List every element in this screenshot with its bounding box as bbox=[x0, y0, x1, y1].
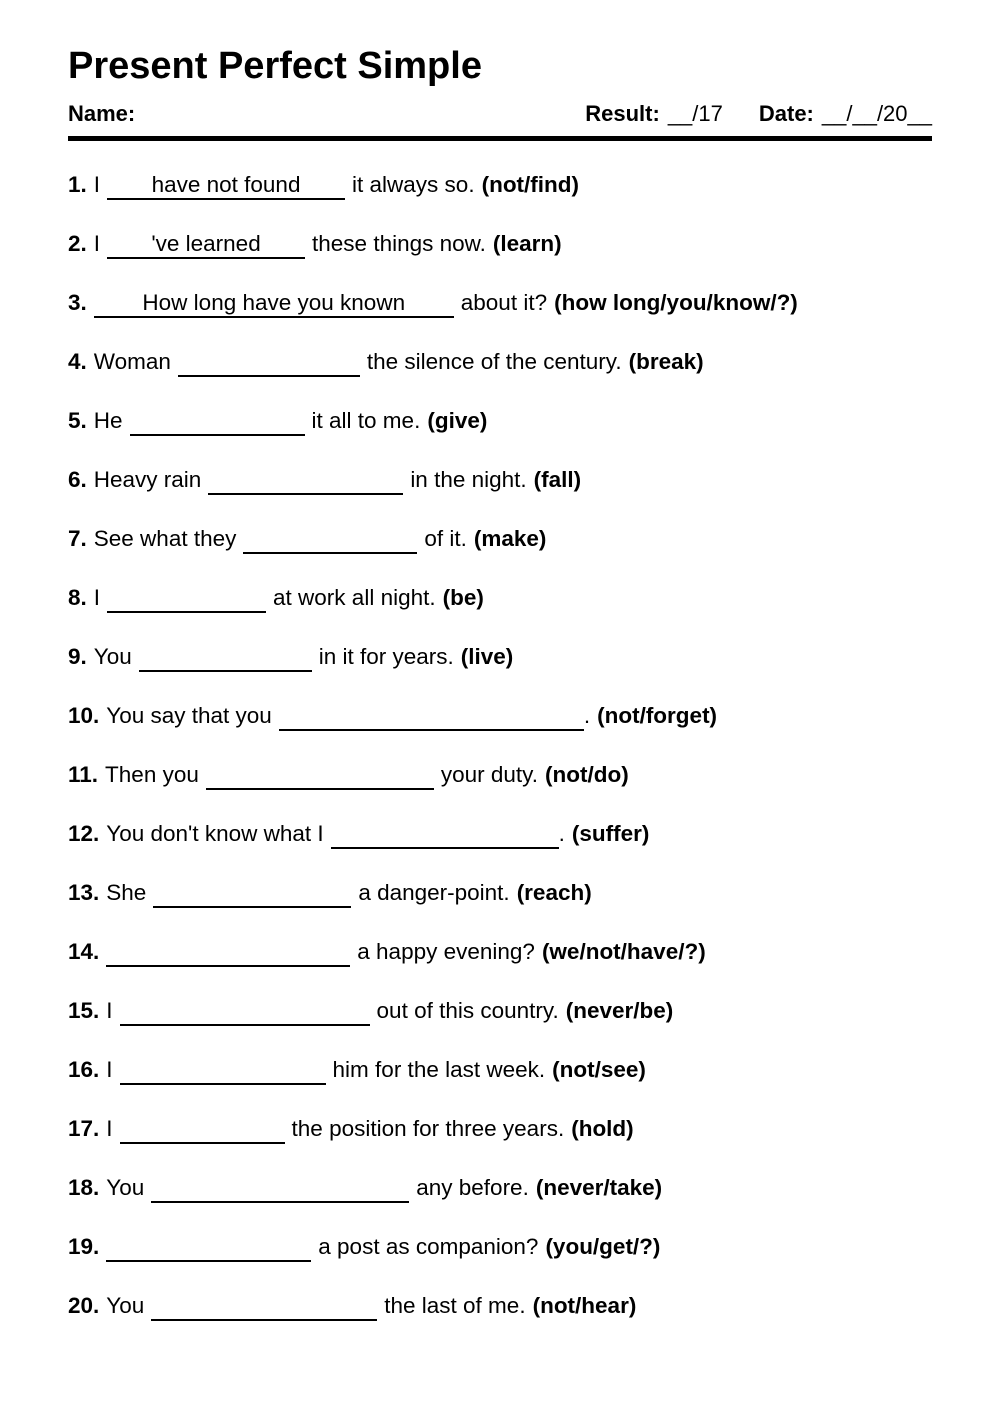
answer-blank[interactable] bbox=[331, 821, 559, 849]
item-pre-text: I bbox=[93, 171, 101, 197]
verb-hint: (fall) bbox=[533, 466, 582, 492]
exercise-item bbox=[68, 1057, 932, 1083]
result-value: __/17 bbox=[667, 100, 723, 126]
name-label: Name: bbox=[68, 100, 136, 126]
answer-blank[interactable] bbox=[178, 349, 360, 377]
item-number: 15. bbox=[68, 997, 100, 1023]
item-pre-text: I bbox=[93, 230, 101, 256]
item-post-text: it always so. bbox=[352, 171, 475, 197]
exercise-item bbox=[68, 939, 932, 965]
exercise-item bbox=[68, 585, 932, 611]
verb-hint: (you/get/?) bbox=[545, 1233, 661, 1259]
exercise-list bbox=[68, 141, 932, 1319]
verb-hint: (we/not/have/?) bbox=[541, 938, 706, 964]
item-post-text: a post as companion? bbox=[318, 1233, 539, 1259]
item-number: 3. bbox=[68, 289, 87, 315]
item-post-text: the last of me. bbox=[384, 1292, 526, 1318]
item-number: 17. bbox=[68, 1115, 100, 1141]
exercise-item bbox=[68, 821, 932, 847]
item-pre-text: You don't know what I bbox=[106, 820, 324, 846]
item-pre-text: I bbox=[106, 997, 113, 1023]
answer-blank[interactable] bbox=[139, 644, 312, 672]
answer-text: 've learned bbox=[151, 230, 261, 256]
verb-hint: (not/forget) bbox=[597, 702, 718, 728]
answer-blank[interactable] bbox=[106, 939, 350, 967]
answer-text bbox=[225, 939, 231, 964]
verb-hint: (not/do) bbox=[545, 761, 629, 787]
item-post-text: the silence of the century. bbox=[366, 348, 622, 374]
verb-hint: (reach) bbox=[516, 879, 592, 905]
item-number: 8. bbox=[68, 584, 87, 610]
item-number: 7. bbox=[68, 525, 87, 551]
answer-blank[interactable] bbox=[151, 1293, 377, 1321]
answer-blank[interactable] bbox=[153, 880, 351, 908]
verb-hint: (suffer) bbox=[571, 820, 650, 846]
item-pre-text: You bbox=[106, 1292, 145, 1318]
verb-hint: (not/see) bbox=[552, 1056, 646, 1082]
item-pre-text: She bbox=[106, 879, 147, 905]
answer-text bbox=[241, 998, 247, 1023]
exercise-item bbox=[68, 467, 932, 493]
answer-text bbox=[222, 644, 228, 669]
verb-hint: (never/take) bbox=[535, 1174, 663, 1200]
verb-hint: (live) bbox=[460, 643, 514, 669]
item-post-text: it all to me. bbox=[311, 407, 421, 433]
verb-hint: (how long/you/know/?) bbox=[554, 289, 798, 315]
answer-blank[interactable] bbox=[120, 1116, 285, 1144]
answer-blank[interactable] bbox=[107, 172, 345, 200]
verb-hint: (break) bbox=[628, 348, 704, 374]
answer-text bbox=[199, 1116, 205, 1141]
item-post-text: about it? bbox=[460, 289, 548, 315]
date-label: Date: bbox=[758, 100, 814, 126]
header-meta-row bbox=[68, 101, 932, 141]
item-post-text: the position for three years. bbox=[291, 1115, 565, 1141]
answer-blank[interactable] bbox=[107, 231, 305, 259]
item-pre-text: I bbox=[106, 1115, 113, 1141]
verb-hint: (learn) bbox=[492, 230, 562, 256]
answer-text bbox=[183, 585, 189, 610]
exercise-item bbox=[68, 998, 932, 1024]
item-number: 6. bbox=[68, 466, 87, 492]
exercise-item bbox=[68, 172, 932, 198]
answer-blank[interactable] bbox=[94, 290, 454, 318]
answer-text: How long have you known bbox=[142, 289, 406, 315]
item-number: 20. bbox=[68, 1292, 100, 1318]
item-pre-text: Woman bbox=[93, 348, 171, 374]
verb-hint: (give) bbox=[427, 407, 488, 433]
answer-blank[interactable] bbox=[130, 408, 305, 436]
item-pre-text: Then you bbox=[105, 761, 199, 787]
item-post-text: him for the last week. bbox=[332, 1056, 546, 1082]
answer-blank[interactable] bbox=[206, 762, 434, 790]
answer-blank[interactable] bbox=[107, 585, 266, 613]
item-pre-text: I bbox=[93, 584, 101, 610]
exercise-item bbox=[68, 644, 932, 670]
item-pre-text: You bbox=[106, 1174, 145, 1200]
item-pre-text: He bbox=[93, 407, 123, 433]
exercise-item bbox=[68, 880, 932, 906]
answer-blank[interactable] bbox=[151, 1175, 409, 1203]
item-post-text: out of this country. bbox=[376, 997, 559, 1023]
item-post-text: a happy evening? bbox=[357, 938, 535, 964]
item-post-text: in it for years. bbox=[318, 643, 454, 669]
verb-hint: (not/hear) bbox=[532, 1292, 637, 1318]
item-number: 1. bbox=[68, 171, 87, 197]
item-post-text: in the night. bbox=[410, 466, 527, 492]
item-post-text: of it. bbox=[424, 525, 467, 551]
result-field bbox=[585, 101, 723, 127]
verb-hint: (never/be) bbox=[565, 997, 674, 1023]
exercise-item bbox=[68, 526, 932, 552]
answer-text bbox=[261, 1293, 267, 1318]
answer-text bbox=[266, 349, 272, 374]
item-number: 19. bbox=[68, 1233, 100, 1259]
item-post-text: these things now. bbox=[312, 230, 486, 256]
exercise-item bbox=[68, 290, 932, 316]
exercise-item bbox=[68, 1293, 932, 1319]
exercise-item bbox=[68, 1175, 932, 1201]
item-number: 18. bbox=[68, 1174, 100, 1200]
date-value: __/__/20__ bbox=[821, 100, 932, 126]
answer-blank[interactable] bbox=[120, 1057, 326, 1085]
result-label: Result: bbox=[585, 100, 660, 126]
exercise-item bbox=[68, 231, 932, 257]
verb-hint: (not/find) bbox=[481, 171, 580, 197]
item-post-text: a danger-point. bbox=[358, 879, 510, 905]
answer-blank[interactable] bbox=[106, 1234, 311, 1262]
item-number: 12. bbox=[68, 820, 100, 846]
verb-hint: (make) bbox=[473, 525, 547, 551]
item-pre-text: Heavy rain bbox=[93, 466, 202, 492]
exercise-item bbox=[68, 762, 932, 788]
item-pre-text: You bbox=[93, 643, 132, 669]
answer-text bbox=[428, 703, 434, 728]
answer-text bbox=[303, 467, 309, 492]
answer-text bbox=[327, 526, 333, 551]
answer-blank[interactable] bbox=[243, 526, 417, 554]
answer-text bbox=[442, 821, 448, 846]
page-title: Present Perfect Simple bbox=[68, 45, 482, 87]
item-pre-text: You say that you bbox=[106, 702, 272, 728]
item-number: 2. bbox=[68, 230, 87, 256]
item-number: 9. bbox=[68, 643, 87, 669]
item-number: 4. bbox=[68, 348, 87, 374]
answer-blank[interactable] bbox=[279, 703, 584, 731]
answer-text bbox=[206, 1234, 212, 1259]
item-number: 16. bbox=[68, 1056, 100, 1082]
item-pre-text: See what they bbox=[93, 525, 237, 551]
header-meta-right bbox=[585, 101, 932, 127]
item-post-text: at work all night. bbox=[273, 584, 436, 610]
exercise-item bbox=[68, 1234, 932, 1260]
item-number: 13. bbox=[68, 879, 100, 905]
item-post-text: . bbox=[558, 820, 565, 846]
answer-text: have not found bbox=[151, 171, 301, 197]
item-number: 14. bbox=[68, 938, 100, 964]
item-pre-text: I bbox=[106, 1056, 113, 1082]
answer-text bbox=[214, 408, 220, 433]
date-field bbox=[759, 101, 932, 127]
verb-hint: (be) bbox=[442, 584, 484, 610]
exercise-item bbox=[68, 349, 932, 375]
exercise-item bbox=[68, 408, 932, 434]
answer-text bbox=[219, 1057, 225, 1082]
answer-text bbox=[277, 1175, 283, 1200]
item-post-text: any before. bbox=[416, 1174, 529, 1200]
exercise-item bbox=[68, 703, 932, 729]
answer-blank[interactable] bbox=[120, 998, 370, 1026]
item-number: 5. bbox=[68, 407, 87, 433]
verb-hint: (hold) bbox=[571, 1115, 634, 1141]
name-field bbox=[68, 101, 143, 127]
item-post-text: your duty. bbox=[440, 761, 538, 787]
item-number: 11. bbox=[68, 761, 99, 787]
exercise-item bbox=[68, 1116, 932, 1142]
answer-text bbox=[317, 762, 323, 787]
item-post-text: . bbox=[583, 702, 591, 728]
answer-text bbox=[249, 880, 255, 905]
answer-blank[interactable] bbox=[208, 467, 403, 495]
item-number: 10. bbox=[68, 702, 100, 728]
